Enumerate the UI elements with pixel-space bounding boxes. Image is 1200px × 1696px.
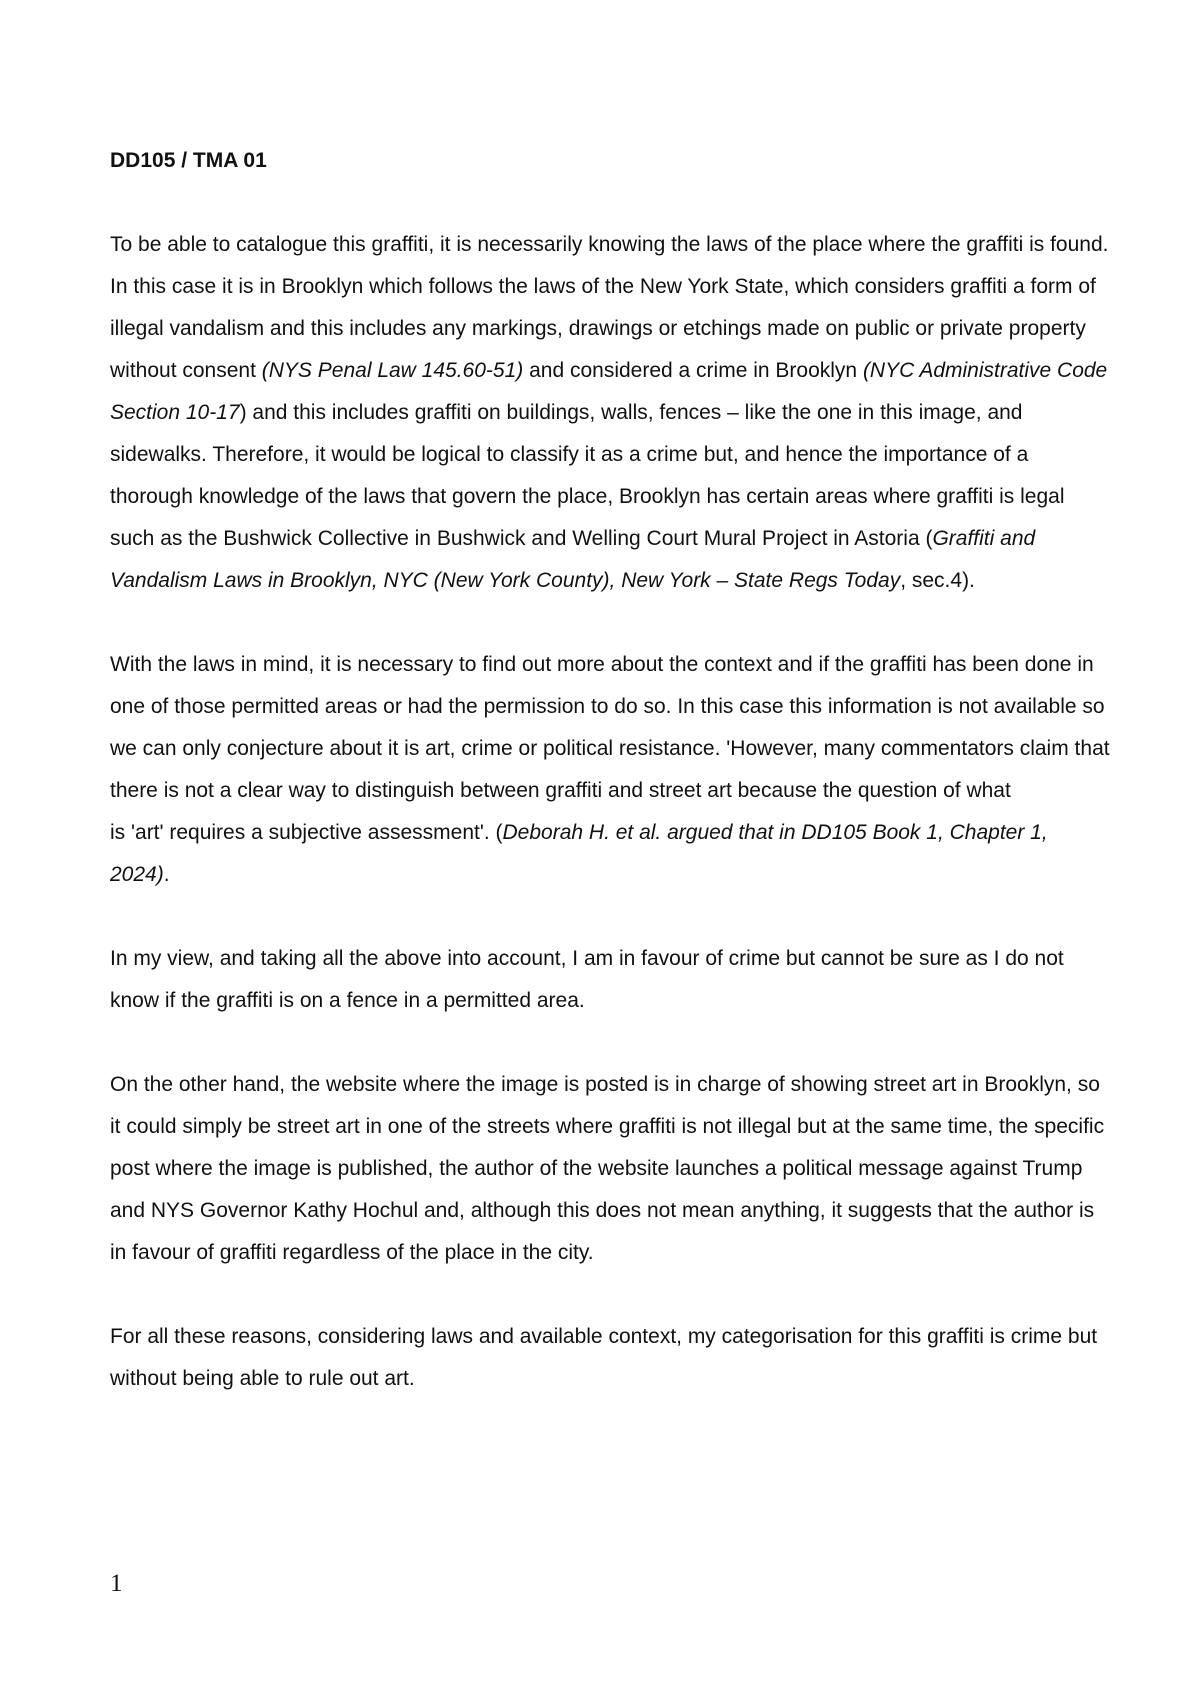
paragraph-conclusion xyxy=(110,1316,1110,1400)
text-run: With the laws in mind, it is necessary to find out more about the context and if the graffiti has been done in one of those permitted areas or had the permission to do so. In this case this information is not available so we can only conjecture about it is art, crime or political resistance. 'However, many commentators claim that there is not a clear way to distinguish between graffiti and street art because the question of what xyxy=(110,653,1110,802)
document-body xyxy=(110,140,1110,1442)
italic-text-run: Graffiti and Vandalism Laws in Brooklyn, NYC (New York County), New York – State Regs Today xyxy=(110,527,1036,592)
paragraph-laws xyxy=(110,224,1110,602)
paragraph-website xyxy=(110,1064,1110,1274)
text-run: On the other hand, the website where the image is posted is in charge of showing street art in Brooklyn, so it could simply be street art in one of the streets where graffiti is not illegal but at the same time, the specific post where the image is published, the author of the website launches a political message against Trump and NYS Governor Kathy Hochul and, although this does not mean anything, it suggests that the author is in favour of graffiti regardless of the place in the city. xyxy=(110,1073,1105,1264)
page-number: 1 xyxy=(110,1570,123,1597)
text-run: For all these reasons, considering laws and available context, my categorisation for this graffiti is crime but without being able to rule out art. xyxy=(110,1325,1098,1390)
document-title: DD105 / TMA 01 xyxy=(110,149,267,172)
text-run: and considered a crime in Brooklyn xyxy=(523,359,863,382)
italic-text-run: (NYS Penal Law 145.60-51) xyxy=(261,359,524,382)
text-run: is 'art' requires a subjective assessment'. ( xyxy=(110,821,503,844)
text-run: In my view, and taking all the above into account, I am in favour of crime but cannot be sure as I do not know if the graffiti is on a fence in a permitted area. xyxy=(110,947,1064,1012)
text-run: To be able to catalogue this graffiti, it is necessarily knowing the laws of the place where the graffiti is found. In this case it is in Brooklyn which follows the laws of the New York State, which considers graffiti a form of illegal vandalism and this includes any markings, drawings or etchings made on public or private property without consent xyxy=(110,233,1109,382)
text-run: , sec.4). xyxy=(900,569,975,592)
text-run: . xyxy=(163,863,170,886)
italic-text-run: Deborah H. et al. argued that in DD105 Book 1, Chapter 1, 2024) xyxy=(110,821,1048,886)
paragraph-view xyxy=(110,938,1110,1022)
italic-text-run: (NYC Administrative Code Section 10-17 xyxy=(110,359,1108,424)
paragraph-context xyxy=(110,644,1110,896)
text-run: ) and this includes graffiti on buildings, walls, fences – like the one in this image, and sidewalks. Therefore, it would be logical to classify it as a crime but, and hence the importance of a thorough knowledge of the laws that govern the place, Brooklyn has certain areas where graffiti is legal such as the Bushwick Collective in Bushwick and Welling Court Mural Project in Astoria ( xyxy=(110,401,1065,550)
